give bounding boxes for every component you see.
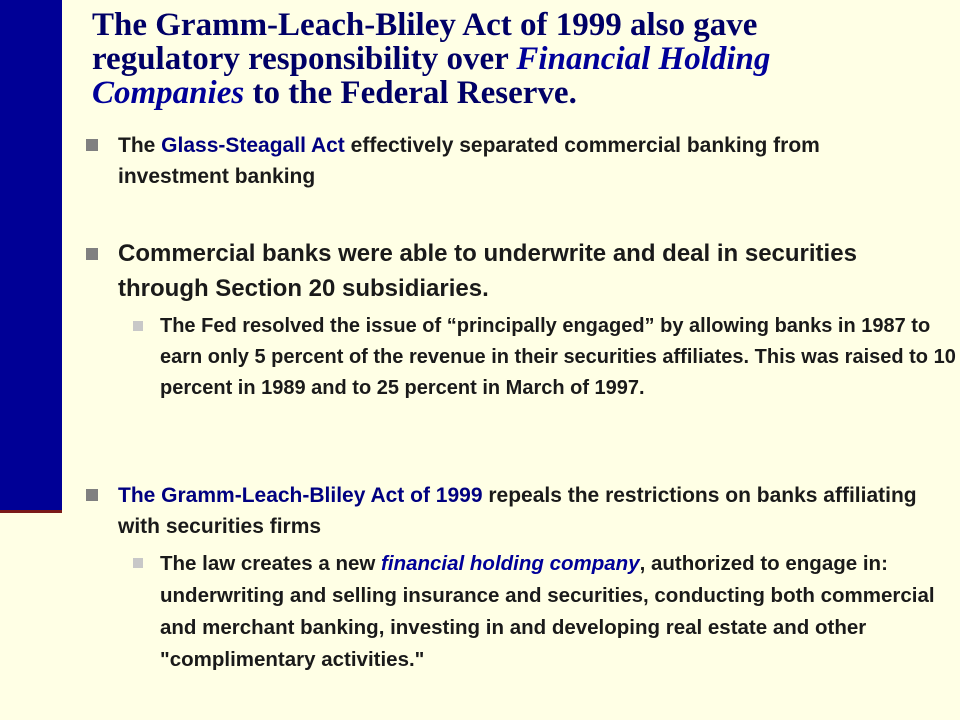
slide-sidebar-bar	[0, 0, 62, 513]
bullet-3-text	[118, 480, 958, 542]
sub-bullet-3-1-post: , authorized to engage in: underwriting and selling insurance and securities, conducting both commercial and merchant banking, investing in and developing real estate and other "complimentary activities."	[160, 552, 935, 671]
bullet-square-icon	[86, 489, 98, 501]
bullet-1	[86, 130, 948, 192]
bullet-1-post: effectively separated commercial banking from investment banking	[118, 134, 820, 188]
sub-bullet-square-icon	[133, 321, 143, 331]
sub-bullet-square-icon	[133, 558, 143, 568]
bullet-1-text	[118, 130, 908, 192]
slide-title	[92, 8, 942, 110]
title-line-1: The Gramm-Leach-Bliley Act of 1999 also gave	[92, 7, 758, 43]
bullet-2	[86, 236, 948, 306]
sub-bullet-3-1	[133, 548, 948, 676]
title-italic-term-2: Companies	[92, 75, 245, 111]
bullet-1-pre: The	[118, 134, 162, 157]
sub-bullet-3-1-text	[160, 548, 955, 676]
bullet-1-highlight: Glass-Steagall Act	[161, 134, 345, 157]
sub-bullet-2-1-text: The Fed resolved the issue of “principally engaged” by allowing banks in 1987 to earn only 5 percent of the revenue in their securities affiliates. This was raised to 10 percent in 1989 and to 25 percent in March of 1997.	[160, 315, 956, 399]
sub-bullet-3-1-pre: The law creates a new	[160, 552, 382, 575]
sub-bullet-3-1-italic: financial holding company	[381, 552, 640, 575]
bullet-square-icon	[86, 139, 98, 151]
sub-bullet-2-1	[133, 311, 956, 404]
title-line-3: to the Federal Reserve.	[244, 75, 577, 111]
bullet-square-icon	[86, 248, 98, 260]
bullet-3-post: repeals the restrictions on banks affiliating with securities firms	[118, 484, 917, 538]
title-line-2: regulatory responsibility over	[92, 41, 517, 77]
bullet-2-text: Commercial banks were able to underwrite and deal in securities through Section 20 subsidiaries.	[118, 240, 857, 302]
bullet-3	[86, 480, 948, 542]
bullet-3-highlight: The Gramm-Leach-Bliley Act of 1999	[118, 484, 483, 507]
title-italic-term-1: Financial Holding	[516, 41, 771, 77]
